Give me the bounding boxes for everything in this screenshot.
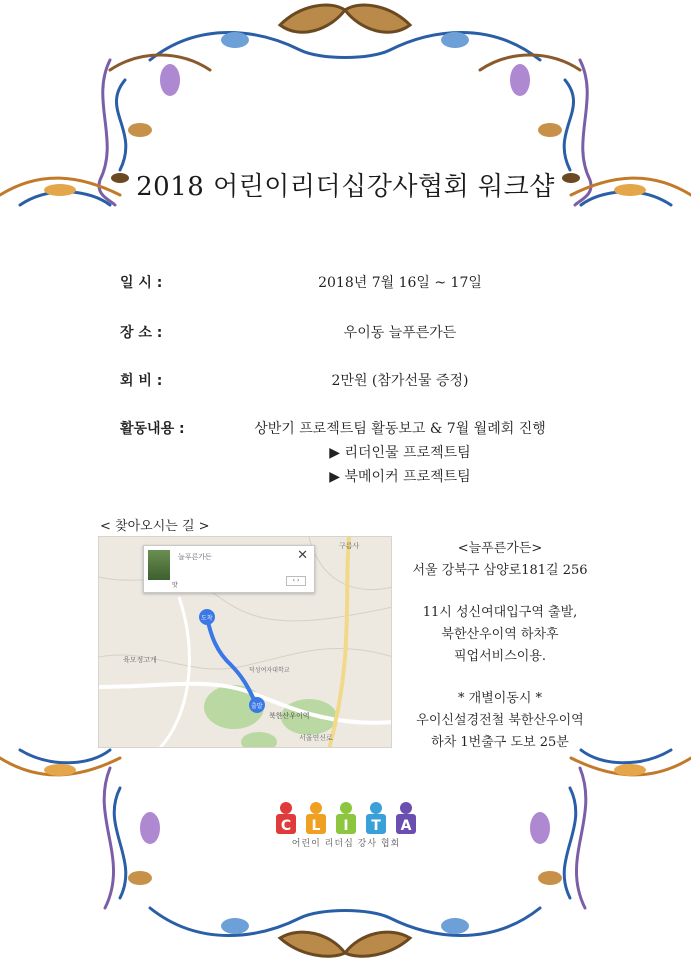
map-info-card[interactable] <box>143 545 315 593</box>
date-label: 일 시 : <box>120 275 163 291</box>
map-station-label: 북한산우이역 <box>269 712 310 720</box>
fee-value: 2만원 (참가선물 증정) <box>331 373 469 389</box>
pickup-line: 픽업서비스이용. <box>453 649 547 664</box>
departure-label: 출발 <box>251 703 263 710</box>
place-thumbnail <box>148 550 170 580</box>
date-row <box>0 272 691 296</box>
pickup-line: 북한산우이역 하차후 <box>441 627 559 642</box>
place-label: 장 소 : <box>120 325 163 341</box>
arrival-label: 도착 <box>201 615 213 622</box>
logo-figure-c <box>276 802 296 834</box>
logo-letter: I <box>343 818 349 834</box>
map-area-label: 서울연신로 <box>299 734 333 742</box>
logo-letter: T <box>371 818 381 834</box>
logo-letter: A <box>400 818 412 834</box>
fee-row <box>0 370 691 394</box>
activity-item: ▶ 리더인물 프로젝트팀 <box>329 445 471 461</box>
map-area-label: 덕성여자대학교 <box>249 667 290 674</box>
fee-label: 회 비 : <box>120 373 163 389</box>
individual-title: * 개별이동시 * <box>457 691 543 706</box>
activities-label: 활동내용 : <box>120 421 185 437</box>
activities-row <box>0 418 691 442</box>
logo-figure-i <box>336 802 356 834</box>
place-address: 서울 강북구 삼양로181길 256 <box>412 563 588 578</box>
place-value: 우이동 늘푸른가든 <box>343 325 457 341</box>
logo-letter: L <box>311 818 321 834</box>
place-name: <늘푸른가든> <box>457 541 543 556</box>
place-row <box>0 322 691 346</box>
clita-logo <box>272 800 420 860</box>
logo-letter: C <box>280 818 292 834</box>
logo-figure-a <box>396 802 416 834</box>
page-title: 2018 어린이리더십강사협회 워크샵 <box>136 172 555 202</box>
individual-line: 하차 1번출구 도보 25분 <box>431 735 569 750</box>
activities-value: 상반기 프로젝트팀 활동보고 & 7월 월례회 진행 <box>254 421 546 437</box>
map-card-title: 늘푸른가든 <box>178 553 212 561</box>
date-value: 2018년 7월 16일 ~ 17일 <box>318 275 482 291</box>
activity-item: ▶ 북메이커 프로젝트팀 <box>329 469 471 485</box>
category-badge: 맛 <box>172 582 178 589</box>
logo-figure-l <box>306 802 326 834</box>
map-area-label: 구름사 <box>339 542 360 550</box>
individual-line: 우이신설경전철 북한산우이역 <box>416 713 584 728</box>
directions-heading: < 찾아오시는 길 > <box>100 519 210 534</box>
logo-caption: 어린이 리더십 강사 협회 <box>291 839 401 849</box>
logo-figure-t <box>366 802 386 834</box>
location-map[interactable] <box>98 536 392 748</box>
map-area-label: 육모정고개 <box>123 656 157 664</box>
pager-control[interactable]: ‹ › <box>286 576 306 586</box>
pickup-line: 11시 성신여대입구역 출발, <box>422 605 578 620</box>
close-icon[interactable]: ✕ <box>297 548 308 563</box>
